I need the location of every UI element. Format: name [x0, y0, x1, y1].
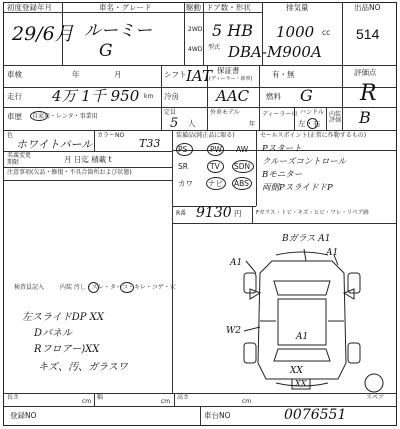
dealer-label: ディーラー車	[262, 111, 298, 118]
doors-value: 5 HB	[212, 21, 253, 40]
color-no-value: T33	[139, 137, 161, 150]
capacity-unit: 人	[188, 119, 196, 128]
score-label: 評価点	[354, 68, 377, 77]
sales-point-1: Pスタート	[262, 144, 302, 154]
mark-roof: A1	[296, 332, 309, 342]
glass-note: Fガラス・トビ・キズ・ヒビ・ワレ・リペア跡	[256, 210, 369, 216]
width-unit: cm	[161, 398, 171, 405]
registration-label: 登録NO	[10, 411, 37, 420]
drive-label: 駆動	[186, 3, 201, 12]
shift-label: シフト	[164, 70, 187, 79]
width-label: 幅	[97, 394, 104, 401]
inspector-note-2: Dパネル	[34, 328, 73, 339]
length-label: 長さ	[7, 394, 20, 401]
handle-label: ハンドル	[300, 109, 325, 116]
mileage-unit: km	[144, 93, 154, 100]
model-value: DBA-M900A	[228, 43, 322, 61]
interior-value: B	[359, 108, 371, 127]
car-name-label: 車名・グレード	[99, 3, 152, 12]
displacement-label: 排気量	[286, 3, 309, 12]
equip-pw: PW	[210, 145, 222, 154]
displacement-unit: cc	[322, 28, 331, 37]
name-change-fields: 月 日迄 積載 t	[64, 155, 112, 164]
history-label: 車歴	[7, 112, 22, 121]
capacity-value: 5	[170, 116, 179, 131]
sales-point-3: Bモニター	[262, 170, 303, 180]
equip-sr: SR	[178, 162, 188, 171]
equip-aw: AW	[236, 145, 249, 154]
mark-front-right: A1	[326, 248, 339, 258]
auction-inspection-sheet	[3, 2, 397, 426]
mark-rear-2: XX	[295, 379, 307, 388]
mileage-label: 走行	[7, 92, 22, 101]
color-value: ホワイトパール	[16, 138, 93, 151]
inspector-note-1: 左スライドDP XX	[22, 312, 104, 323]
handle-value: 左・右	[298, 119, 321, 128]
ac-value: AAC	[216, 87, 250, 105]
exterior-model-unit: 年	[249, 121, 256, 128]
name-change-sub: 期限	[7, 159, 20, 166]
chassis-value: 0076551	[284, 407, 347, 423]
equipment-label: 装備品(純正品に限る)	[176, 132, 235, 139]
inspection-month-label: 月	[114, 70, 122, 79]
first-registration-label: 初度登録年月	[7, 3, 52, 12]
lot-number: 514	[356, 26, 380, 42]
sales-point-4: 両側PスライドドP	[262, 183, 333, 193]
equip-navi: ナビ	[208, 179, 223, 188]
equip-abs: ABS	[234, 179, 249, 188]
sales-points-label: セールスポイント(正常に作動するもの)	[260, 132, 367, 139]
car-diagram	[4, 3, 398, 427]
capacity-label: 定員	[164, 109, 177, 116]
fuel-value: G	[300, 86, 313, 105]
inspector-note-4: キズ、汚、ガラスワ	[38, 362, 128, 373]
equip-tv: TV	[210, 162, 220, 171]
grade-value: G	[99, 41, 113, 61]
shift-value: IAT	[186, 67, 212, 85]
spare-label: スペア	[366, 394, 385, 401]
car-name-value: ルーミー	[84, 21, 152, 41]
history-options: 自家用・レンタ・事業用	[32, 113, 98, 120]
r-number-label: R番	[176, 210, 187, 217]
equip-sdn: SDN	[234, 162, 251, 171]
mark-rear-1: XX	[290, 366, 303, 376]
first-registration-value: 29/6月	[12, 23, 74, 45]
mileage-value: 4万 1千 950	[52, 87, 140, 105]
inspection-label: 車検	[7, 70, 22, 79]
mark-rear-glass: Bガラス A1	[282, 234, 331, 244]
r-number-value: 9130	[196, 205, 232, 221]
inspection-year-label: 年	[72, 70, 80, 79]
notes-label: 注意事項(欠品・修復・不具合箇所および状態)	[7, 169, 132, 176]
drive-2wd: 2WD	[188, 26, 203, 33]
length-unit: cm	[82, 398, 92, 405]
exterior-model-label: 外車モデル	[210, 109, 240, 116]
color-no-label: カラーNO	[97, 132, 125, 139]
warranty-label: 保証書	[217, 66, 240, 75]
lot-label: 出品NO	[354, 3, 381, 12]
color-label: 色	[7, 132, 14, 139]
inspector-options: 内装 汚し・スレ・タバコ・キレ・コゲ・穴	[60, 284, 176, 291]
doors-label: ドア数・形状	[206, 3, 251, 12]
score-value: R	[360, 81, 377, 106]
height-label: 高さ	[177, 394, 190, 401]
drive-4wd: 4WD	[188, 46, 203, 53]
inspector-note-3: Rフロアー)XX	[34, 344, 100, 355]
displacement-value: 1000	[276, 23, 315, 41]
height-unit: cm	[242, 398, 252, 405]
mark-left-side: W2	[226, 326, 241, 336]
mark-front-left: A1	[230, 258, 243, 268]
inspector-label: 検査員記入	[14, 284, 45, 291]
chassis-label: 車台NO	[204, 411, 231, 420]
warranty-sub: (ディーラー・新車)	[209, 76, 253, 82]
interior-label: 内装評価	[329, 111, 342, 124]
equip-leather: カワ	[178, 179, 193, 188]
r-number-unit: 円	[234, 209, 242, 218]
name-change-label: 名義変更	[7, 152, 32, 159]
fuel-label: 燃料	[266, 92, 281, 101]
equip-ps: PS	[178, 145, 188, 154]
model-label: 型式	[208, 44, 221, 51]
ac-label: 冷房	[164, 92, 179, 101]
warranty-options: 有・無	[272, 70, 295, 79]
sales-point-2: クルーズコントロール	[262, 157, 347, 167]
